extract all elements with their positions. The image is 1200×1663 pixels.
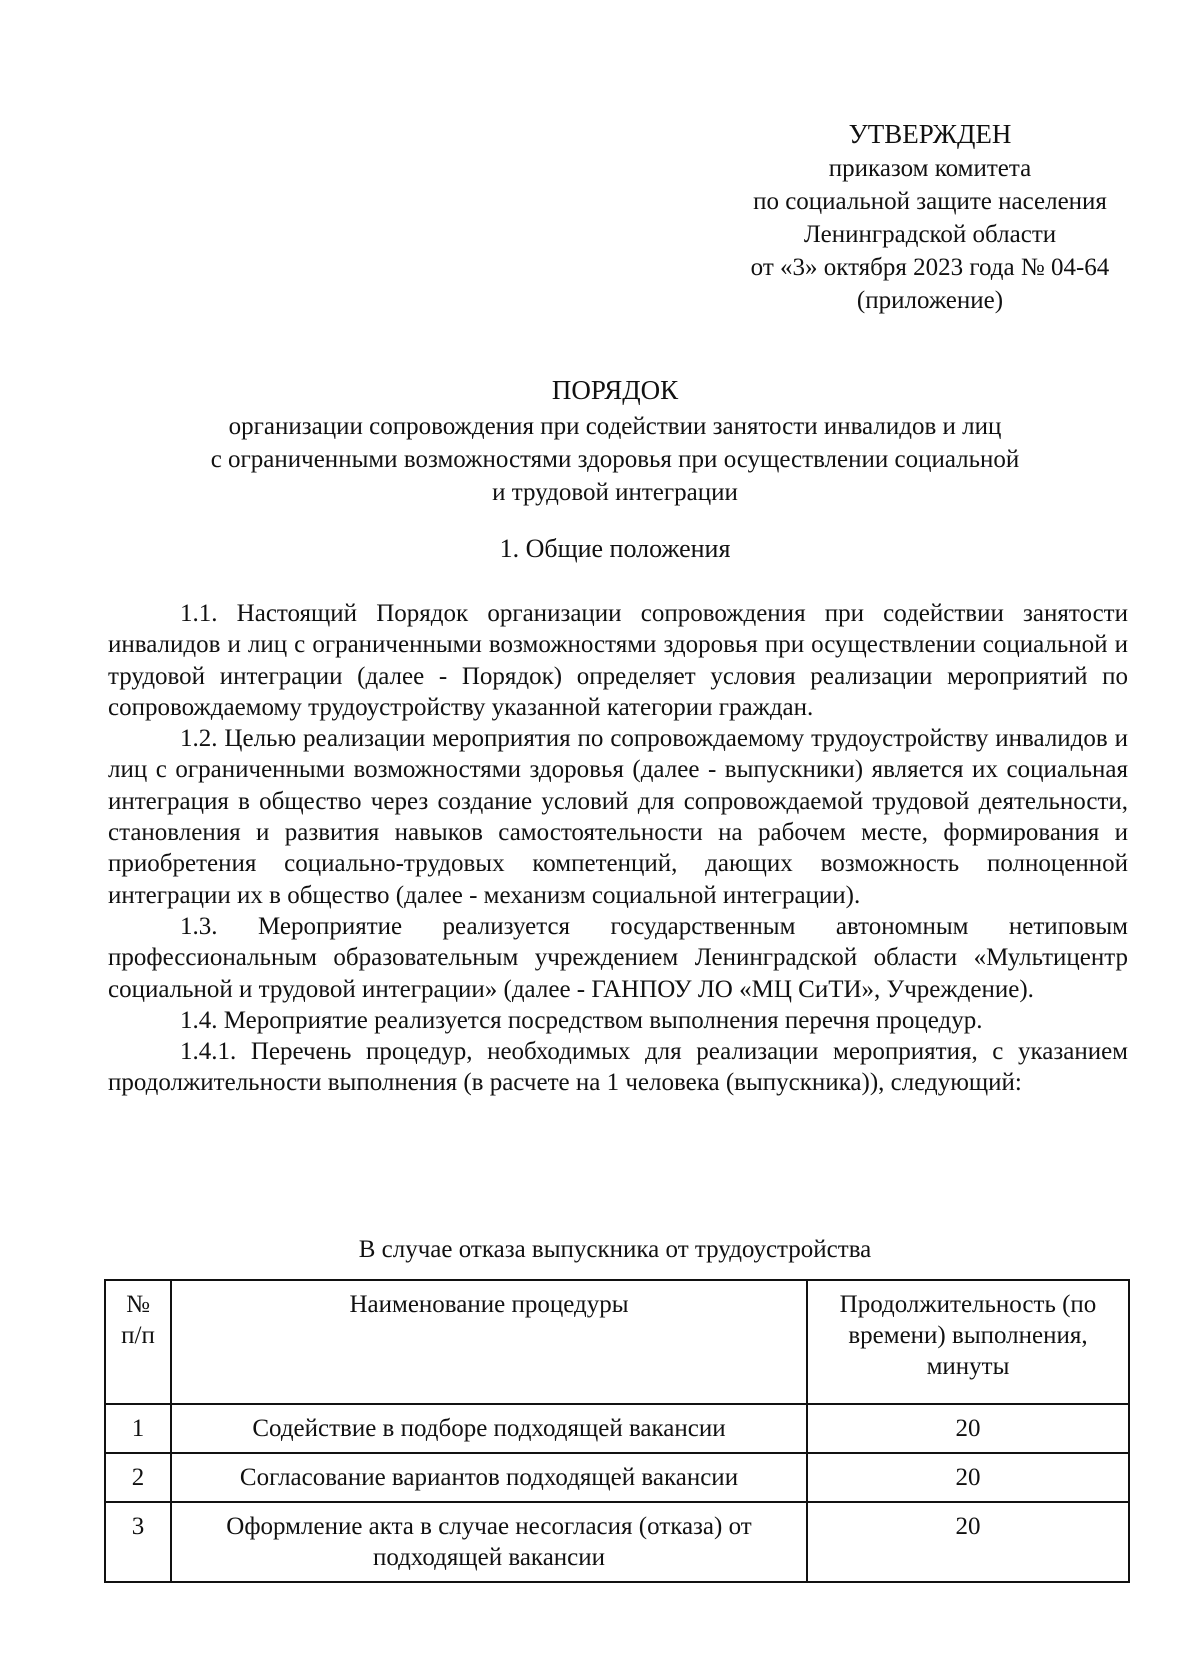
paragraph-1-4: 1.4. Мероприятие реализуется посредством выполнения перечня процедур. <box>180 1006 983 1034</box>
title-line: организации сопровождения при содействии занятости инвалидов и лиц <box>228 413 1002 440</box>
procedure-name: Оформление акта в случае несогласия (отказа) от подходящей вакансии <box>171 1502 807 1582</box>
body-text <box>108 598 1128 1099</box>
procedures-table <box>104 1279 1130 1583</box>
approval-heading: УТВЕРЖДЕН <box>848 119 1012 149</box>
document-title <box>100 372 1130 509</box>
row-number: 3 <box>105 1502 171 1582</box>
table-header-row <box>105 1280 1129 1404</box>
column-header-duration: Продолжительность (по времени) выполнения, минуты <box>807 1280 1129 1404</box>
approval-line: по социальной защите населения <box>753 188 1107 215</box>
table-row <box>105 1453 1129 1502</box>
column-header-procedure: Наименование процедуры <box>171 1280 807 1404</box>
paragraph-1-1: 1.1. Настоящий Порядок организации сопровождения при содействии занятости инвалидов и лиц с ограниченными возможностями здоровья при осуществлении социальной и трудовой интеграции (далее - Порядок) определяет условия реализации мероприятий по сопровождаемому трудоустройству указанной категории граждан. <box>108 600 1128 721</box>
row-number: 2 <box>105 1453 171 1502</box>
duration-value: 20 <box>807 1502 1129 1582</box>
approval-line: приказом комитета <box>828 155 1032 182</box>
row-number: 1 <box>105 1404 171 1453</box>
duration-value: 20 <box>807 1453 1129 1502</box>
approval-line: (приложение) <box>856 287 1004 314</box>
approval-stamp-block <box>700 116 1160 317</box>
approval-line: Ленинградской области <box>803 221 1057 248</box>
duration-value: 20 <box>807 1404 1129 1453</box>
paragraph-1-4-1: 1.4.1. Перечень процедур, необходимых для реализации мероприятия, с указанием продолжительности выполнения (в расчете на 1 человека (выпускника)), следующий: <box>108 1038 1128 1097</box>
procedure-name: Содействие в подборе подходящей вакансии <box>171 1404 807 1453</box>
title-line: с ограниченными возможностями здоровья при осуществлении социальной <box>210 446 1020 473</box>
title-main: ПОРЯДОК <box>551 375 679 405</box>
approval-line: от «3» октября 2023 года № 04-64 <box>750 254 1110 281</box>
table-row <box>105 1404 1129 1453</box>
procedure-name: Согласование вариантов подходящей вакансии <box>171 1453 807 1502</box>
table-row <box>105 1502 1129 1582</box>
paragraph-1-2: 1.2. Целью реализации мероприятия по сопровождаемому трудоустройству инвалидов и лиц с ограниченными возможностями здоровья (далее - выпускники) является их социальная интеграция в общество через создание условий для сопровождаемой трудовой деятельности, становления и развития навыков самостоятельности на рабочем месте, формирования и приобретения социально-трудовых компетенций, дающих возможность полноценной интеграции их в общество (далее - механизм социальной интеграции). <box>108 725 1128 909</box>
table-caption: В случае отказа выпускника от трудоустройства <box>358 1236 872 1263</box>
column-header-number: № п/п <box>105 1280 171 1404</box>
title-line: и трудовой интеграции <box>492 479 738 506</box>
paragraph-1-3: 1.3. Мероприятие реализуется государственным автономным нетиповым профессиональным образовательным учреждением Ленинградской области «Мультицентр социальной и трудовой интеграции» (далее - ГАНПОУ ЛО «МЦ СиТИ», Учреждение). <box>108 912 1128 1003</box>
section-heading: 1. Общие положения <box>499 534 731 563</box>
